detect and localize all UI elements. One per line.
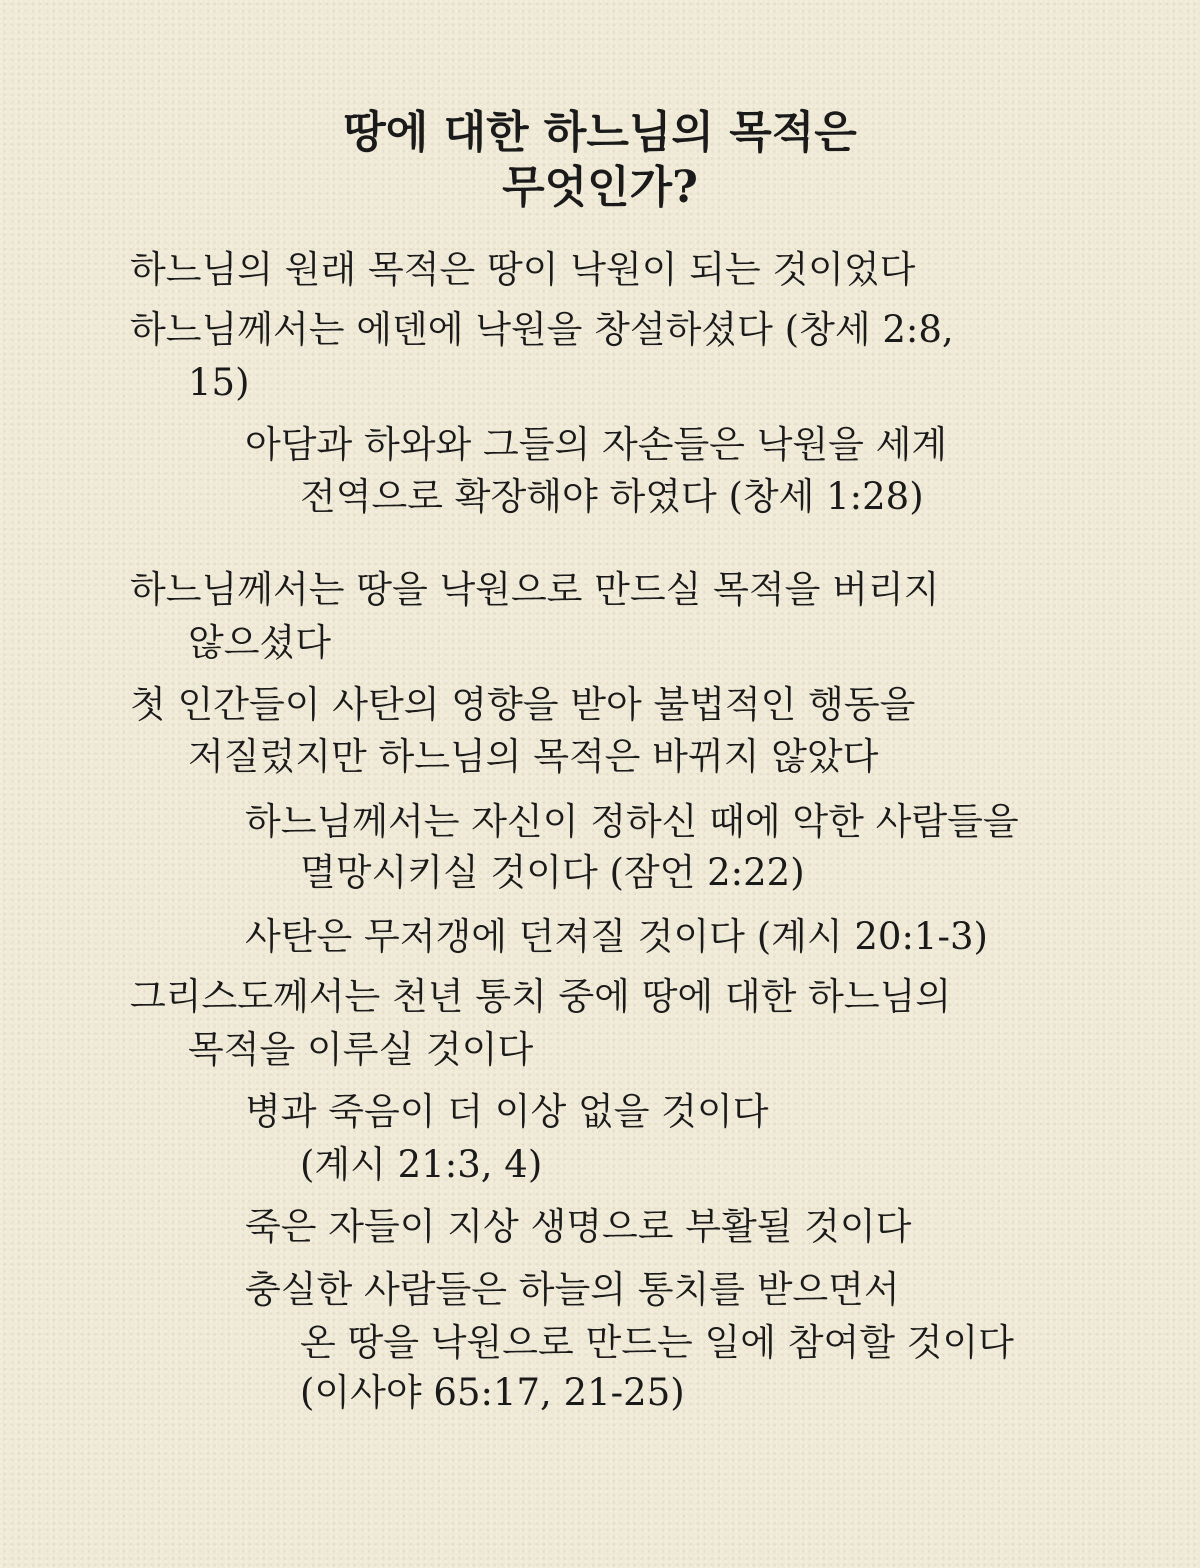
outline-subpoint-continuation: 멸망시키실 것이다 (잠언 2:22): [300, 851, 805, 894]
outline-subpoint-continuation: (계시 21:3, 4): [300, 1143, 543, 1186]
outline-subpoint: 죽은 자들이 지상 생명으로 부활될 것이다: [245, 1205, 912, 1248]
outline-subpoint-continuation: (이사야 65:17, 21-25): [300, 1371, 685, 1414]
outline-point-continuation: 저질렀지만 하느님의 목적은 바뀌지 않았다: [188, 735, 879, 778]
outline-point: 그리스도께서는 천년 통치 중에 땅에 대한 하느님의: [130, 975, 952, 1018]
outline-point: 하느님께서는 땅을 낙원으로 만드실 목적을 버리지: [130, 568, 940, 611]
page-title-line-1: 땅에 대한 하느님의 목적은: [343, 107, 857, 158]
outline-point-continuation: 않으셨다: [188, 621, 331, 664]
outline-subpoint: 충실한 사람들은 하늘의 통치를 받으면서: [245, 1268, 900, 1311]
outline-point: 첫 인간들이 사탄의 영향을 받아 불법적인 행동을: [130, 683, 916, 726]
outline-point-continuation: 15): [188, 361, 250, 404]
outline-subpoint: 하느님께서는 자신이 정하신 때에 악한 사람들을: [245, 800, 1019, 843]
outline-point-continuation: 목적을 이루실 것이다: [188, 1028, 534, 1071]
outline-subpoint: 병과 죽음이 더 이상 없을 것이다: [245, 1090, 769, 1133]
outline-subpoint: 사탄은 무저갱에 던져질 것이다 (계시 20:1-3): [245, 915, 988, 958]
outline-subpoint-continuation: 온 땅을 낙원으로 만드는 일에 참여할 것이다: [300, 1321, 1014, 1364]
page-title-line-2: 무엇인가?: [502, 162, 698, 213]
outline-point: 하느님께서는 에덴에 낙원을 창설하셨다 (창세 2:8,: [130, 308, 954, 351]
outline-point: 하느님의 원래 목적은 땅이 낙원이 되는 것이었다: [130, 248, 916, 291]
outline-subpoint-continuation: 전역으로 확장해야 하였다 (창세 1:28): [300, 475, 924, 518]
outline-subpoint: 아담과 하와와 그들의 자손들은 낙원을 세계: [245, 423, 948, 466]
